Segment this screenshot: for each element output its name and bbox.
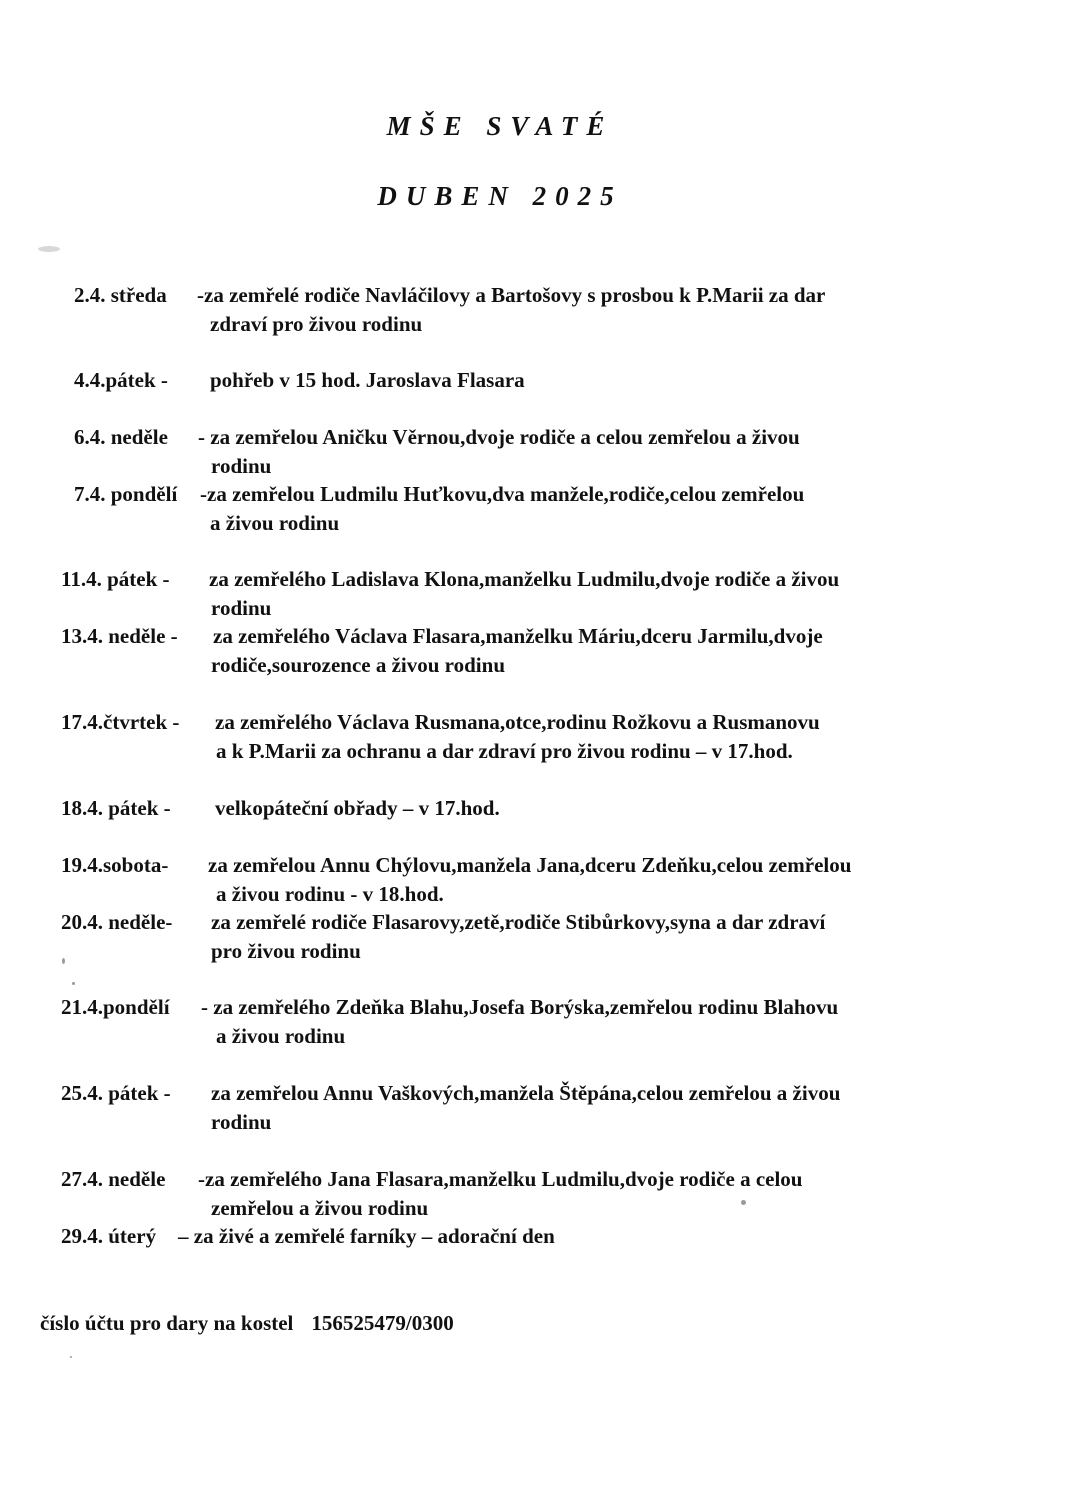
entry-intention-continued: rodinu [211, 454, 272, 478]
entry-date: 6.4. neděle [74, 425, 168, 449]
entry-intention: velkopáteční obřady – v 17.hod. [215, 796, 500, 820]
entry-intention: za zemřelé rodiče Flasarovy,zetě,rodiče Stibůrkovy,syna a dar zdraví [211, 910, 826, 934]
entry-intention-continued: rodinu [211, 1110, 272, 1134]
account-info [40, 1309, 454, 1338]
entry-date: 19.4.sobota- [61, 853, 169, 877]
scan-speck [62, 958, 65, 964]
entry-intention: za zemřelého Ladislava Klona,manželku Ludmilu,dvoje rodiče a živou [209, 567, 840, 591]
document-title: MŠE SVATÉ [386, 111, 614, 141]
entry-intention: za zemřelého Václava Flasara,manželku Máriu,dceru Jarmilu,dvoje [213, 624, 823, 648]
entry-intention-continued: a k P.Marii za ochranu a dar zdraví pro živou rodinu – v 17.hod. [216, 739, 793, 763]
entry-intention-continued: zemřelou a živou rodinu [211, 1196, 429, 1220]
scan-speck [72, 982, 75, 985]
entry-date: 27.4. neděle [61, 1167, 166, 1191]
entry-intention: za zemřelou Annu Chýlovu,manžela Jana,dceru Zdeňku,celou zemřelou [208, 853, 852, 877]
scan-speck [70, 1356, 72, 1358]
entry-date: 13.4. neděle - [61, 624, 178, 648]
entry-date: 7.4. pondělí [74, 482, 178, 506]
entry-intention: za zemřelého Václava Rusmana,otce,rodinu Rožkovu a Rusmanovu [215, 710, 820, 734]
entry-intention: -za zemřelého Jana Flasara,manželku Ludmilu,dvoje rodiče a celou [198, 1167, 803, 1191]
account-number: 156525479/0300 [311, 1311, 454, 1335]
entry-date: 20.4. neděle- [61, 910, 173, 934]
entry-date: 21.4.pondělí [61, 995, 170, 1019]
entry-intention: – za živé a zemřelé farníky – adorační den [178, 1224, 555, 1248]
entry-intention: - za zemřelou Aničku Věrnou,dvoje rodiče a celou zemřelou a živou [198, 425, 800, 449]
entry-intention-continued: pro živou rodinu [211, 939, 361, 963]
scan-speck [741, 1200, 746, 1205]
entry-date: 4.4.pátek - [74, 368, 168, 392]
entry-intention-continued: a živou rodinu [210, 511, 340, 535]
entry-intention-continued: rodiče,sourozence a živou rodinu [211, 653, 505, 677]
entry-date: 18.4. pátek - [61, 796, 171, 820]
entry-intention: -za zemřelou Ludmilu Huťkovu,dva manžele,rodiče,celou zemřelou [200, 482, 805, 506]
entry-intention: pohřeb v 15 hod. Jaroslava Flasara [210, 368, 525, 392]
document-subtitle: DUBEN 2025 [377, 181, 623, 211]
entry-date: 29.4. úterý [61, 1224, 157, 1248]
entry-intention: - za zemřelého Zdeňka Blahu,Josefa Borýska,zemřelou rodinu Blahovu [201, 995, 839, 1019]
entry-intention-continued: a živou rodinu - v 18.hod. [216, 882, 444, 906]
scan-speck [38, 246, 60, 252]
entry-date: 25.4. pátek - [61, 1081, 171, 1105]
entry-date: 2.4. středa [74, 283, 167, 307]
account-label: číslo účtu pro dary na kostel [40, 1311, 294, 1335]
entry-intention: -za zemřelé rodiče Navláčilovy a Bartošovy s prosbou k P.Marii za dar [197, 283, 826, 307]
entry-intention-continued: rodinu [211, 596, 272, 620]
entry-intention-continued: a živou rodinu [216, 1024, 346, 1048]
entry-date: 11.4. pátek - [61, 567, 170, 591]
entry-date: 17.4.čtvrtek - [61, 710, 180, 734]
entry-intention: za zemřelou Annu Vaškových,manžela Štěpána,celou zemřelou a živou [211, 1081, 841, 1105]
entry-intention-continued: zdraví pro živou rodinu [210, 312, 423, 336]
